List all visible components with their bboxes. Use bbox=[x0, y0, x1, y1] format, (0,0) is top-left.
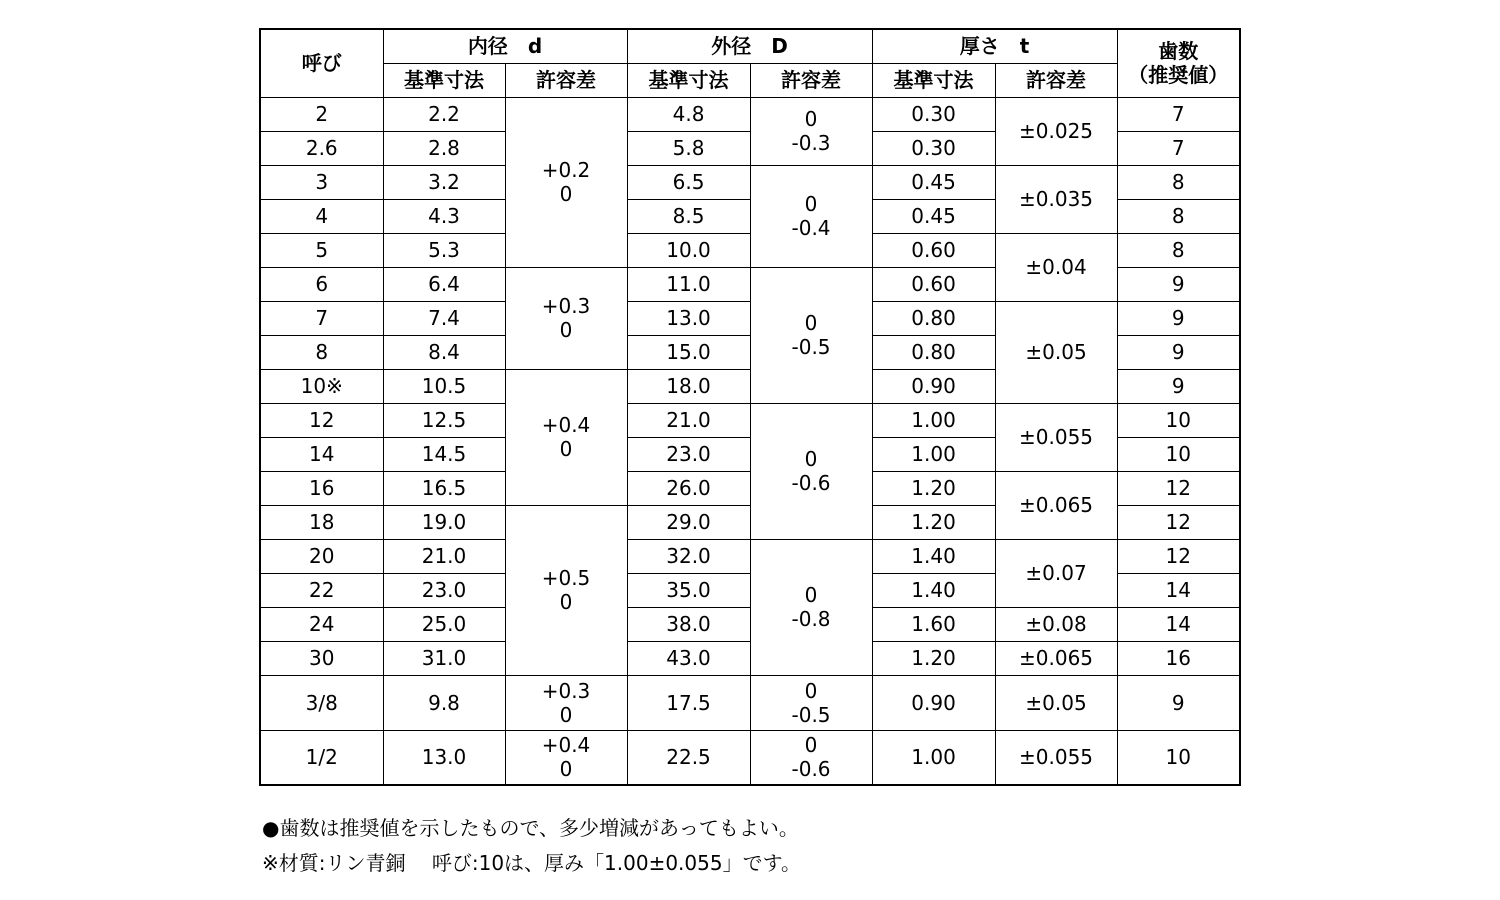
cell-teeth: 9 bbox=[1117, 675, 1240, 730]
cell-D: 11.0 bbox=[627, 267, 750, 301]
cell-teeth: 9 bbox=[1117, 301, 1240, 335]
cell-yobi: 14 bbox=[260, 437, 383, 471]
cell-d: 10.5 bbox=[383, 369, 505, 403]
cell-d: 9.8 bbox=[383, 675, 505, 730]
cell-d: 2.2 bbox=[383, 97, 505, 131]
cell-t: 1.00 bbox=[872, 437, 995, 471]
cell-t: 0.80 bbox=[872, 335, 995, 369]
cell-teeth: 14 bbox=[1117, 573, 1240, 607]
cell-d: 21.0 bbox=[383, 539, 505, 573]
cell-yobi: 20 bbox=[260, 539, 383, 573]
cell-D: 32.0 bbox=[627, 539, 750, 573]
header-t-basic: 基準寸法 bbox=[872, 63, 995, 97]
cell-t-tolerance: ±0.04 bbox=[995, 233, 1117, 301]
cell-t-tolerance: ±0.055 bbox=[995, 730, 1117, 785]
cell-d: 23.0 bbox=[383, 573, 505, 607]
cell-d: 16.5 bbox=[383, 471, 505, 505]
cell-D-tolerance: 0 -0.5 bbox=[750, 675, 872, 730]
cell-t-tolerance: ±0.035 bbox=[995, 165, 1117, 233]
cell-d-tolerance: +0.4 0 bbox=[505, 730, 627, 785]
cell-d-tolerance: +0.2 0 bbox=[505, 97, 627, 267]
header-yobi: 呼び bbox=[260, 29, 383, 97]
header-D-tolerance: 許容差 bbox=[750, 63, 872, 97]
cell-teeth: 9 bbox=[1117, 369, 1240, 403]
cell-D: 5.8 bbox=[627, 131, 750, 165]
cell-d: 4.3 bbox=[383, 199, 505, 233]
cell-t-tolerance: ±0.065 bbox=[995, 471, 1117, 539]
cell-d: 3.2 bbox=[383, 165, 505, 199]
cell-teeth: 9 bbox=[1117, 335, 1240, 369]
cell-D-tolerance: 0 -0.6 bbox=[750, 403, 872, 539]
cell-yobi: 22 bbox=[260, 573, 383, 607]
table-row bbox=[260, 675, 1240, 730]
cell-yobi: 3/8 bbox=[260, 675, 383, 730]
cell-d-tolerance: +0.5 0 bbox=[505, 505, 627, 675]
header-outer-diameter: 外径 D bbox=[627, 29, 872, 63]
cell-D: 29.0 bbox=[627, 505, 750, 539]
header-teeth-line1: 歯数 bbox=[1158, 39, 1199, 64]
cell-teeth: 7 bbox=[1117, 131, 1240, 165]
cell-teeth: 9 bbox=[1117, 267, 1240, 301]
cell-d-tolerance: +0.4 0 bbox=[505, 369, 627, 505]
cell-d: 13.0 bbox=[383, 730, 505, 785]
cell-yobi: 16 bbox=[260, 471, 383, 505]
cell-D: 35.0 bbox=[627, 573, 750, 607]
cell-t-tolerance: ±0.055 bbox=[995, 403, 1117, 471]
cell-D: 8.5 bbox=[627, 199, 750, 233]
cell-D: 4.8 bbox=[627, 97, 750, 131]
cell-teeth: 7 bbox=[1117, 97, 1240, 131]
header-inner-diameter: 内径 d bbox=[383, 29, 627, 63]
table-row bbox=[260, 539, 1240, 573]
cell-D: 6.5 bbox=[627, 165, 750, 199]
cell-D-tolerance: 0 -0.3 bbox=[750, 97, 872, 165]
cell-d: 31.0 bbox=[383, 641, 505, 675]
cell-D: 38.0 bbox=[627, 607, 750, 641]
cell-d: 6.4 bbox=[383, 267, 505, 301]
cell-d: 12.5 bbox=[383, 403, 505, 437]
cell-yobi: 30 bbox=[260, 641, 383, 675]
note-material: ※材質:リン青銅 呼び:10は、厚み「1.00±0.055」です。 bbox=[262, 851, 801, 875]
cell-d: 14.5 bbox=[383, 437, 505, 471]
cell-D: 17.5 bbox=[627, 675, 750, 730]
cell-D-tolerance: 0 -0.6 bbox=[750, 730, 872, 785]
cell-t: 0.90 bbox=[872, 675, 995, 730]
cell-t: 1.40 bbox=[872, 539, 995, 573]
cell-D: 23.0 bbox=[627, 437, 750, 471]
spec-table bbox=[259, 28, 1241, 786]
cell-D-tolerance: 0 -0.4 bbox=[750, 165, 872, 267]
cell-teeth: 10 bbox=[1117, 437, 1240, 471]
table-row bbox=[260, 403, 1240, 437]
header-thickness: 厚さ t bbox=[872, 29, 1117, 63]
table-row bbox=[260, 97, 1240, 131]
cell-D: 22.5 bbox=[627, 730, 750, 785]
cell-yobi: 7 bbox=[260, 301, 383, 335]
cell-D: 43.0 bbox=[627, 641, 750, 675]
cell-teeth: 10 bbox=[1117, 403, 1240, 437]
cell-yobi: 18 bbox=[260, 505, 383, 539]
cell-yobi: 1/2 bbox=[260, 730, 383, 785]
cell-t-tolerance: ±0.025 bbox=[995, 97, 1117, 165]
cell-d-tolerance: +0.3 0 bbox=[505, 267, 627, 369]
cell-teeth: 10 bbox=[1117, 730, 1240, 785]
header-D-basic: 基準寸法 bbox=[627, 63, 750, 97]
cell-t-tolerance: ±0.08 bbox=[995, 607, 1117, 641]
cell-teeth: 14 bbox=[1117, 607, 1240, 641]
note-teeth: ●歯数は推奨値を示したもので、多少増減があってもよい。 bbox=[262, 816, 799, 840]
header-t-tolerance: 許容差 bbox=[995, 63, 1117, 97]
cell-t: 1.00 bbox=[872, 403, 995, 437]
cell-t: 0.90 bbox=[872, 369, 995, 403]
cell-t: 0.30 bbox=[872, 131, 995, 165]
cell-d-tolerance: +0.3 0 bbox=[505, 675, 627, 730]
cell-yobi: 2 bbox=[260, 97, 383, 131]
cell-t-tolerance: ±0.05 bbox=[995, 301, 1117, 403]
cell-D-tolerance: 0 -0.5 bbox=[750, 267, 872, 403]
cell-t: 0.45 bbox=[872, 199, 995, 233]
cell-d: 2.8 bbox=[383, 131, 505, 165]
cell-t-tolerance: ±0.05 bbox=[995, 675, 1117, 730]
cell-teeth: 16 bbox=[1117, 641, 1240, 675]
cell-t: 1.60 bbox=[872, 607, 995, 641]
cell-t-tolerance: ±0.065 bbox=[995, 641, 1117, 675]
cell-t: 1.20 bbox=[872, 471, 995, 505]
cell-D: 26.0 bbox=[627, 471, 750, 505]
cell-d: 25.0 bbox=[383, 607, 505, 641]
cell-t: 0.80 bbox=[872, 301, 995, 335]
cell-teeth: 8 bbox=[1117, 233, 1240, 267]
header-d-tolerance: 許容差 bbox=[505, 63, 627, 97]
header-teeth bbox=[1117, 29, 1240, 97]
cell-t: 1.00 bbox=[872, 730, 995, 785]
cell-teeth: 8 bbox=[1117, 199, 1240, 233]
cell-yobi: 8 bbox=[260, 335, 383, 369]
cell-t: 0.60 bbox=[872, 267, 995, 301]
cell-yobi: 10※ bbox=[260, 369, 383, 403]
cell-yobi: 6 bbox=[260, 267, 383, 301]
cell-t: 1.20 bbox=[872, 505, 995, 539]
cell-D: 21.0 bbox=[627, 403, 750, 437]
cell-yobi: 4 bbox=[260, 199, 383, 233]
table-row bbox=[260, 165, 1240, 199]
cell-d: 7.4 bbox=[383, 301, 505, 335]
cell-teeth: 12 bbox=[1117, 539, 1240, 573]
cell-D: 15.0 bbox=[627, 335, 750, 369]
cell-t-tolerance: ±0.07 bbox=[995, 539, 1117, 607]
cell-t: 1.20 bbox=[872, 641, 995, 675]
cell-t: 0.45 bbox=[872, 165, 995, 199]
cell-t: 0.60 bbox=[872, 233, 995, 267]
cell-t: 1.40 bbox=[872, 573, 995, 607]
cell-teeth: 12 bbox=[1117, 505, 1240, 539]
cell-D: 18.0 bbox=[627, 369, 750, 403]
cell-yobi: 12 bbox=[260, 403, 383, 437]
cell-d: 8.4 bbox=[383, 335, 505, 369]
cell-yobi: 3 bbox=[260, 165, 383, 199]
cell-d: 19.0 bbox=[383, 505, 505, 539]
cell-teeth: 12 bbox=[1117, 471, 1240, 505]
cell-yobi: 2.6 bbox=[260, 131, 383, 165]
cell-D: 10.0 bbox=[627, 233, 750, 267]
cell-yobi: 5 bbox=[260, 233, 383, 267]
cell-teeth: 8 bbox=[1117, 165, 1240, 199]
cell-D-tolerance: 0 -0.8 bbox=[750, 539, 872, 675]
cell-D: 13.0 bbox=[627, 301, 750, 335]
cell-d: 5.3 bbox=[383, 233, 505, 267]
cell-yobi: 24 bbox=[260, 607, 383, 641]
cell-t: 0.30 bbox=[872, 97, 995, 131]
header-teeth-line2: （推奨値） bbox=[1128, 63, 1229, 88]
table-row bbox=[260, 730, 1240, 785]
header-d-basic: 基準寸法 bbox=[383, 63, 505, 97]
